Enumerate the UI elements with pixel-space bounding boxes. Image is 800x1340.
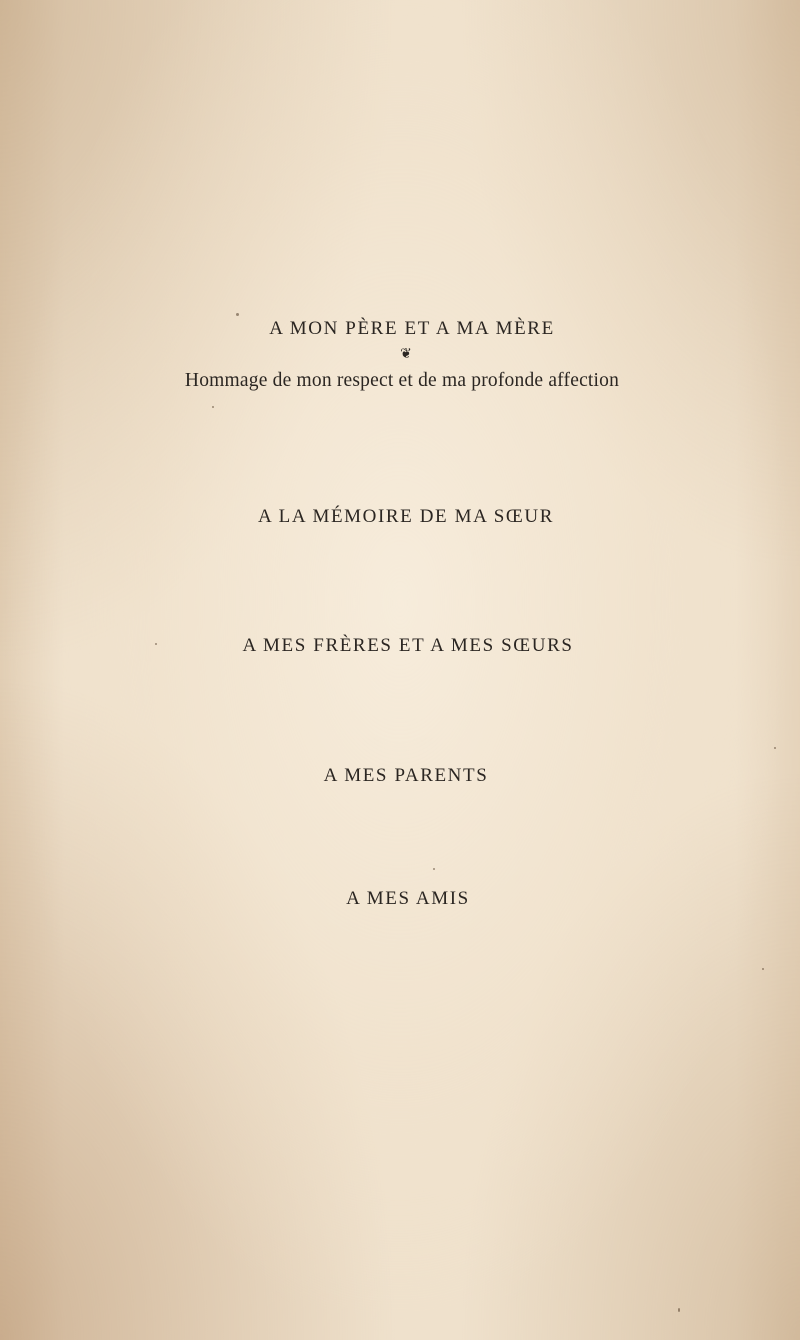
paper-speck (433, 868, 435, 870)
paper-speck (236, 313, 239, 316)
paper-speck (762, 968, 764, 970)
dedication-heading-parents: A MON PÈRE ET A MA MÈRE (269, 318, 555, 339)
paper-speck (678, 1308, 680, 1312)
dedication-heading-friends: A MES AMIS (346, 888, 470, 909)
fleuron-ornament-icon: ❦ (400, 347, 412, 362)
paper-speck (774, 747, 776, 749)
dedication-subtitle: Hommage de mon respect et de ma profonde affection (184, 370, 620, 391)
dedication-heading-sister-memory: A LA MÉMOIRE DE MA SŒUR (258, 506, 554, 527)
paper-speck (155, 643, 157, 645)
dedication-heading-relatives: A MES PARENTS (323, 765, 489, 786)
paper-speck (212, 406, 214, 408)
dedication-heading-siblings: A MES FRÈRES ET A MES SŒURS (242, 635, 574, 656)
